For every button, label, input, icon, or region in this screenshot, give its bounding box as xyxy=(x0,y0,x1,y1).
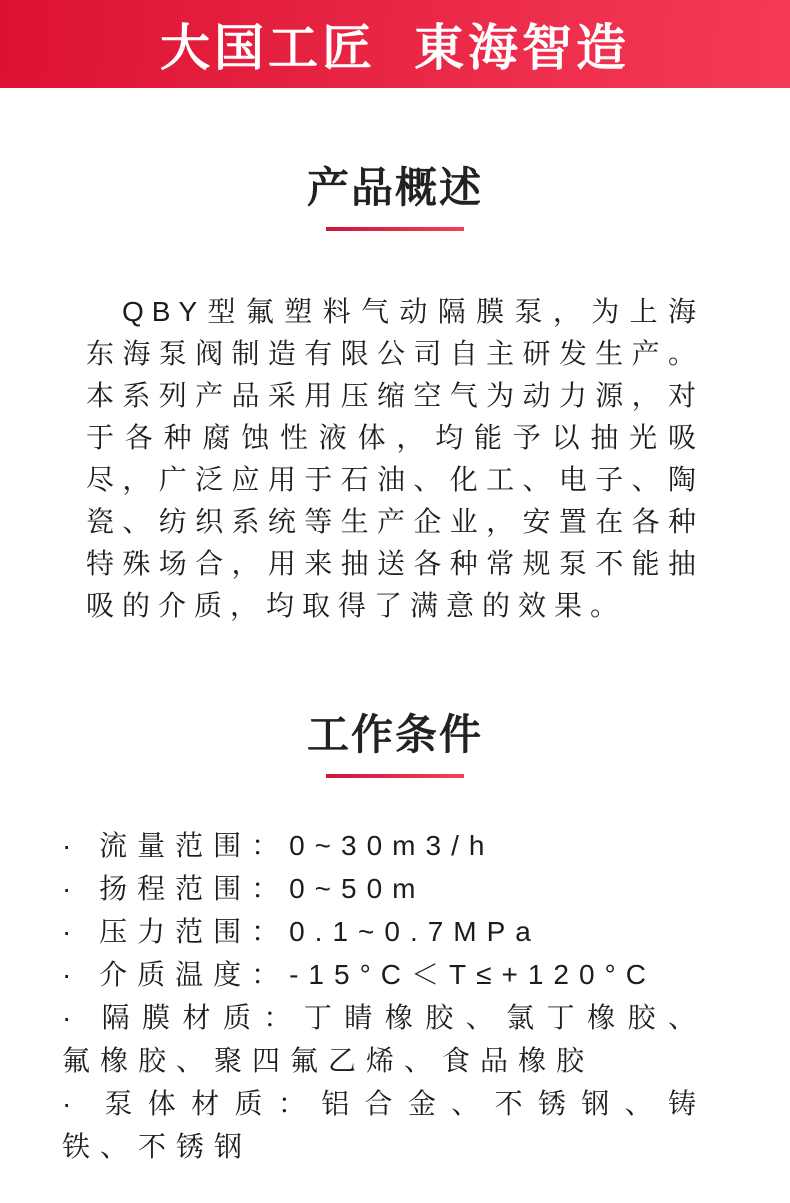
condition-item: · 扬程范围：0~50m xyxy=(62,873,426,904)
section-overview xyxy=(0,164,790,627)
condition-item: · 泵体材质：铝合金、不锈钢、铸铁、不锈钢 xyxy=(62,1088,706,1162)
condition-item: · 介质温度：-15°C＜T≤+120°C xyxy=(62,959,656,990)
header-banner xyxy=(0,0,790,88)
overview-paragraph: QBY型氟塑料气动隔膜泵，为上海东海泵阀制造有限公司自主研发生产。本系列产品采用压缩空气为动力源，对于各种腐蚀性液体，均能予以抽光吸尽，广泛应用于石油、化工、电子、陶瓷、纺织系统等生产企业，安置在各种特殊场合，用来抽送各种常规泵不能抽吸的介质，均取得了满意的效果。 xyxy=(86,296,704,621)
section-conditions xyxy=(0,711,790,1168)
overview-title-underline xyxy=(326,227,464,231)
brand-slogan: 大国工匠 東海智造 xyxy=(160,20,630,76)
condition-item: · 隔膜材质：丁睛橡胶、氯丁橡胶、氟橡胶、聚四氟乙烯、食品橡胶 xyxy=(62,1002,706,1076)
overview-title: 产品概述 xyxy=(306,164,483,211)
conditions-title: 工作条件 xyxy=(306,711,483,758)
conditions-list xyxy=(62,824,706,1168)
condition-item: · 流量范围：0~30m3/h xyxy=(62,830,495,861)
condition-item: · 压力范围：0.1~0.7MPa xyxy=(62,916,541,947)
conditions-title-underline xyxy=(326,774,464,778)
